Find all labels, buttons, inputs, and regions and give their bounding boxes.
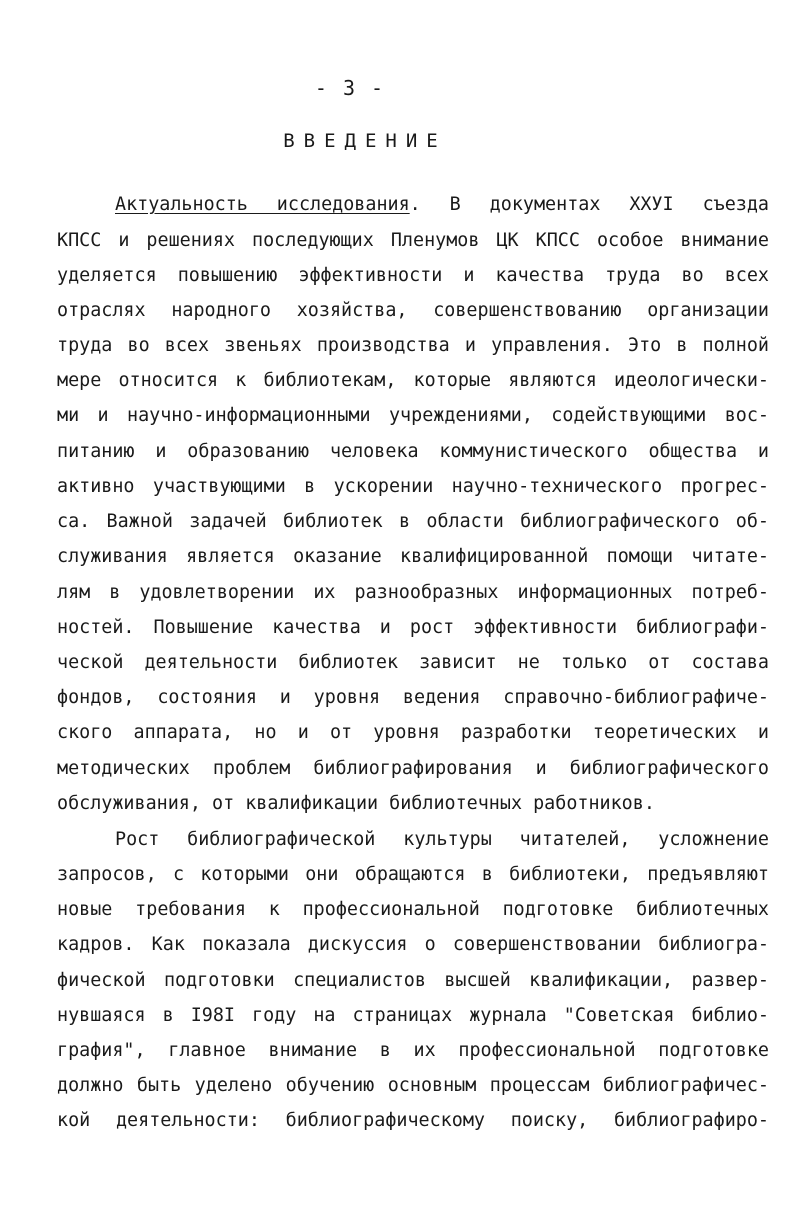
underlined-lead-phrase: Актуальность исследования [115, 194, 410, 215]
text-line: лям в удовлетворении их разнообразных информационных потреб- [57, 582, 769, 603]
text-line: труда во всех звеньях производства и управления. Это в полной [57, 335, 769, 356]
text-line: питанию и образованию человека коммунистического общества и [57, 441, 769, 462]
section-heading: ВВЕДЕНИЕ [283, 130, 447, 152]
paragraph-1-first-line [115, 193, 769, 217]
text-line: КПСС и решениях последующих Пленумов ЦК КПСС особое внимание [57, 230, 769, 251]
text-line: уделяется повышению эффективности и качества труда во всех [57, 265, 769, 286]
text-line: отраслях народного хозяйства, совершенствованию организации [57, 300, 769, 321]
page-number: - 3 - [314, 76, 386, 100]
text-line: методических проблем библиографирования и библиографического [57, 758, 769, 779]
text-line: фической подготовки специалистов высшей квалификации, развер- [57, 970, 769, 991]
text-line: ми и научно-информационными учреждениями, содействующими вос- [57, 405, 769, 426]
lead-continuation: . В документах XXУI съезда [409, 194, 769, 215]
text-line: запросов, с которыми они обращаются в библиотеки, предъявляют [57, 864, 769, 885]
text-line: мере относится к библиотекам, которые являются идеологически- [57, 370, 769, 391]
text-line: ностей. Повышение качества и рост эффективности библиографи- [57, 617, 769, 638]
text-line: фондов, состояния и уровня ведения справочно-библиографиче- [57, 687, 769, 708]
text-line: новые требования к профессиональной подготовке библиотечных [57, 899, 769, 920]
text-line: графия", главное внимание в их профессиональной подготовке [57, 1040, 769, 1061]
text-line: кой деятельности: библиографическому поиску, библиографиро- [57, 1110, 769, 1131]
text-line: нувшаяся в I98I году на страницах журнала "Советская библио- [57, 1005, 769, 1026]
text-line: са. Важной задачей библиотек в области библиографического об- [57, 511, 769, 532]
text-line: служивания является оказание квалифицированной помощи читате- [57, 546, 769, 567]
text-line: активно участвующими в ускорении научно-технического прогрес- [57, 476, 769, 497]
text-line: ческой деятельности библиотек зависит не только от состава [57, 652, 769, 673]
paragraph-2-first-line: Рост библиографической культуры читателей, усложнение [115, 829, 769, 850]
text-line: обслуживания, от квалификации библиотечных работников. [57, 793, 655, 814]
text-line: кадров. Как показала дискуссия о совершенствовании библиогра- [57, 934, 769, 955]
text-line: должно быть уделено обучению основным процессам библиографичес- [57, 1075, 769, 1096]
text-line: ского аппарата, но и от уровня разработки теоретических и [57, 722, 769, 743]
